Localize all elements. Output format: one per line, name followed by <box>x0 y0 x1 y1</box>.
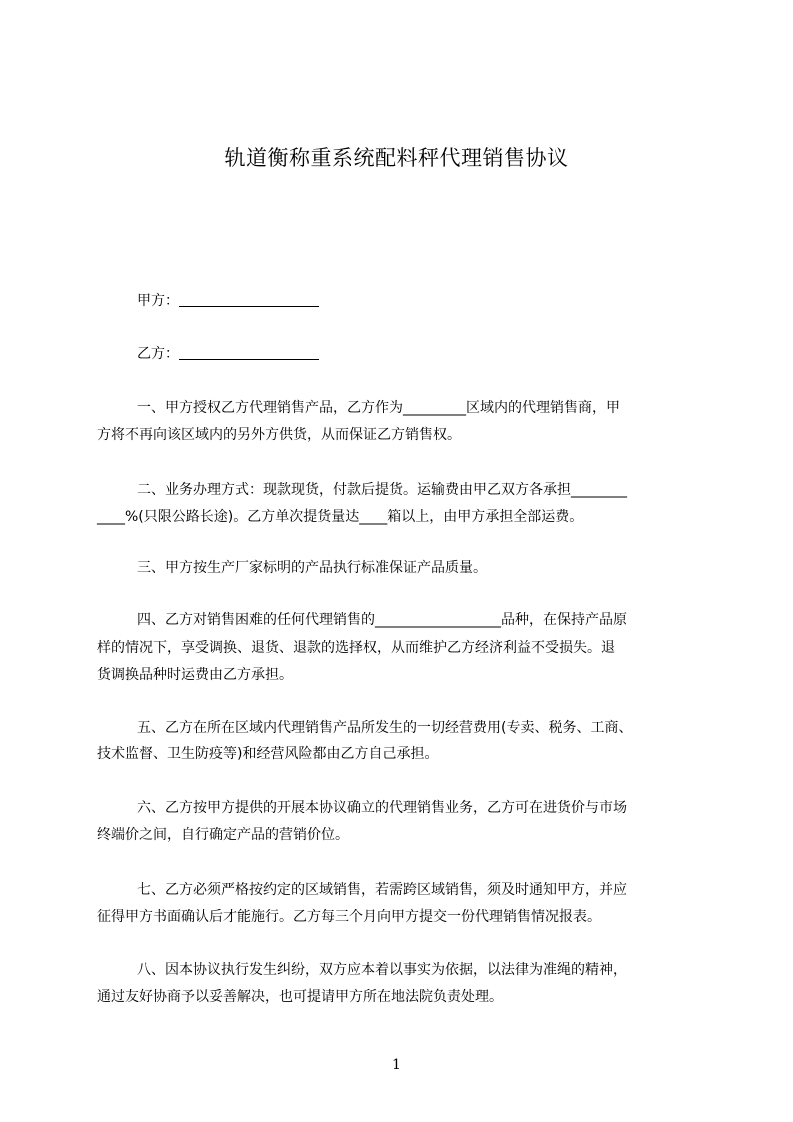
clause-5-line-2: 技术监督、卫生防疫等)和经营风险都由乙方自己承担。 <box>97 746 439 762</box>
party-b-blank <box>179 345 319 360</box>
clause-8-line-2: 通过友好协商予以妥善解决，也可提请甲方所在地法院负责处理。 <box>97 989 503 1005</box>
page-number: 1 <box>392 1057 401 1073</box>
clause-4-line-3: 货调换品种时运费由乙方承担。 <box>97 667 293 683</box>
party-a-blank <box>179 292 319 307</box>
clause-4-line-2: 样的情况下，享受调换、退货、退款的选择权，从而维护乙方经济利益不受损失。退 <box>97 640 615 656</box>
party-a-label: 甲方： <box>137 293 179 309</box>
clause-8-line-1: 八、因本协议执行发生纠纷，双方应本着以事实为依据，以法律为准绳的精神， <box>137 962 627 978</box>
document-title: 轨道衡称重系统配料秤代理销售协议 <box>224 146 569 170</box>
clause-6-line-2: 终端价之间，自行确定产品的营销价位。 <box>97 827 349 843</box>
party-b-label: 乙方： <box>137 346 179 362</box>
clause-2-line-2: ____%(只限公路长途)。乙方单次提货量达____箱以上，由甲方承担全部运费。 <box>97 509 584 525</box>
clause-7-line-2: 征得甲方书面确认后才能施行。乙方每三个月向甲方提交一份代理销售情况报表。 <box>97 909 601 925</box>
clause-1-line-2: 方将不再向该区域内的另外方供货，从而保证乙方销售权。 <box>97 427 461 443</box>
clause-4-line-1: 四、乙方对销售困难的任何代理销售的__________________品种，在保持产品原 <box>137 612 627 628</box>
clause-5-line-1: 五、乙方在所在区域内代理销售产品所发生的一切经营费用(专卖、税务、工商、 <box>137 720 633 736</box>
party-a-line <box>137 291 319 311</box>
clause-7-line-1: 七、乙方必须严格按约定的区域销售，若需跨区域销售，须及时通知甲方，并应 <box>137 882 627 898</box>
clause-2-line-1: 二、业务办理方式：现款现货，付款后提货。运输费由甲乙双方各承担________ <box>137 482 627 498</box>
party-b-line <box>137 344 319 364</box>
clause-3-line-1: 三、甲方按生产厂家标明的产品执行标准保证产品质量。 <box>137 560 487 576</box>
clause-1-line-1: 一、甲方授权乙方代理销售产品，乙方作为_________区域内的代理销售商，甲 <box>137 400 620 416</box>
clause-6-line-1: 六、乙方按甲方提供的开展本协议确立的代理销售业务，乙方可在进货价与市场 <box>137 800 627 816</box>
